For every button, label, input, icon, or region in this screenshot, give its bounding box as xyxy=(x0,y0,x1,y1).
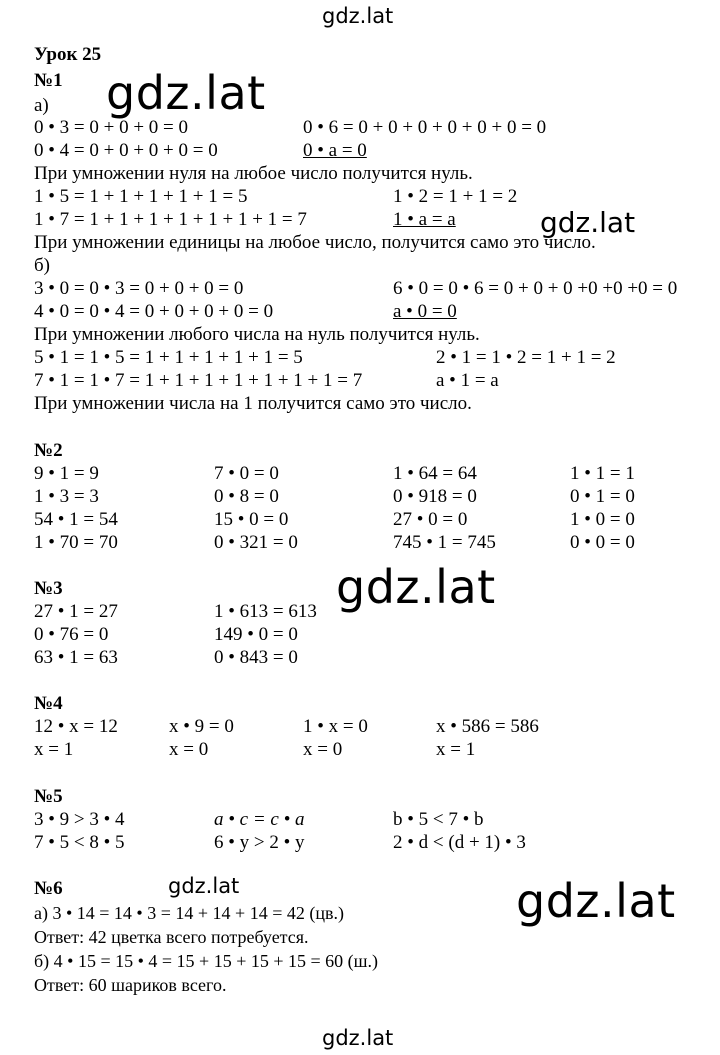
task4-c4-r1: x • 586 = 586 xyxy=(436,716,539,737)
task4-c2-r1: x • 9 = 0 xyxy=(169,716,234,737)
task2-c4-r2: 0 • 1 = 0 xyxy=(570,486,635,507)
task2-c2-r2: 0 • 8 = 0 xyxy=(214,486,279,507)
task5-heading: №5 xyxy=(34,786,63,807)
task1-b-row1-left: 3 • 0 = 0 • 3 = 0 + 0 + 0 = 0 xyxy=(34,278,244,299)
task4-c1-r2: x = 1 xyxy=(34,739,74,760)
task2-c1-r2: 1 • 3 = 3 xyxy=(34,486,99,507)
task4-c1-r1: 12 • x = 12 xyxy=(34,716,118,737)
task4-c2-r2: x = 0 xyxy=(169,739,209,760)
task1-a-row3-left: 1 • 5 = 1 + 1 + 1 + 1 + 1 = 5 xyxy=(34,186,248,207)
task5-r2-c2: 6 • y > 2 • y xyxy=(214,832,305,853)
task3-c1-r1: 27 • 1 = 27 xyxy=(34,601,118,622)
task2-c1-r3: 54 • 1 = 54 xyxy=(34,509,118,530)
task4-c3-r1: 1 • x = 0 xyxy=(303,716,368,737)
task1-b-rule1: При умножении любого числа на нуль получится нуль. xyxy=(34,324,480,345)
task1-b-row4-right: a • 1 = a xyxy=(436,370,499,391)
task5-r1-c3: b • 5 < 7 • b xyxy=(393,809,484,830)
task2-c3-r2: 0 • 918 = 0 xyxy=(393,486,477,507)
task1-a-row4-right: 1 • a = a xyxy=(393,209,456,230)
task1-a-row1-left: 0 • 3 = 0 + 0 + 0 = 0 xyxy=(34,117,189,138)
task2-c4-r4: 0 • 0 = 0 xyxy=(570,532,635,553)
task1-b-rule2: При умножении числа на 1 получится само это число. xyxy=(34,393,472,414)
lesson-title: Урок 25 xyxy=(34,44,102,65)
watermark-top: gdz.lat xyxy=(322,4,394,28)
task2-c3-r3: 27 • 0 = 0 xyxy=(393,509,468,530)
task2-heading: №2 xyxy=(34,440,63,461)
task1-a-row2-left: 0 • 4 = 0 + 0 + 0 + 0 = 0 xyxy=(34,140,218,161)
watermark-5: gdz.lat xyxy=(516,874,676,928)
task1-b-row2-left: 4 • 0 = 0 • 4 = 0 + 0 + 0 + 0 = 0 xyxy=(34,301,274,322)
task5-r2-c1: 7 • 5 < 8 • 5 xyxy=(34,832,125,853)
task1-a-rule2: При умножении единицы на любое число, получится само это число. xyxy=(34,232,596,253)
task1-a-row1-right: 0 • 6 = 0 + 0 + 0 + 0 + 0 + 0 = 0 xyxy=(303,117,547,138)
task3-c1-r3: 63 • 1 = 63 xyxy=(34,647,118,668)
task1-a-row2-right: 0 • a = 0 xyxy=(303,140,367,161)
task1-b-row2-right: a • 0 = 0 xyxy=(393,301,457,322)
task6-line4: Ответ: 60 шариков всего. xyxy=(34,975,227,995)
task6-line1: а) 3 • 14 = 14 • 3 = 14 + 14 + 14 = 42 (цв.) xyxy=(34,903,344,923)
task3-c2-r1: 1 • 613 = 613 xyxy=(214,601,317,622)
task4-c4-r2: x = 1 xyxy=(436,739,476,760)
task5-r2-c3: 2 • d < (d + 1) • 3 xyxy=(393,832,526,853)
task3-c1-r2: 0 • 76 = 0 xyxy=(34,624,109,645)
watermark-bottom: gdz.lat xyxy=(322,1026,394,1050)
task2-c2-r3: 15 • 0 = 0 xyxy=(214,509,289,530)
watermark-4: gdz.lat xyxy=(168,874,240,898)
watermark-2: gdz.lat xyxy=(540,206,636,239)
task1-b-row3-left: 5 • 1 = 1 • 5 = 1 + 1 + 1 + 1 + 1 = 5 xyxy=(34,347,303,368)
task1-a-row3-right: 1 • 2 = 1 + 1 = 2 xyxy=(393,186,518,207)
task2-c1-r4: 1 • 70 = 70 xyxy=(34,532,118,553)
watermark-3: gdz.lat xyxy=(336,560,496,614)
task2-c3-r4: 745 • 1 = 745 xyxy=(393,532,496,553)
task4-c3-r2: x = 0 xyxy=(303,739,343,760)
task1-a-rule1: При умножении нуля на любое число получится нуль. xyxy=(34,163,473,184)
task1-b-row4-left: 7 • 1 = 1 • 7 = 1 + 1 + 1 + 1 + 1 + 1 + 1 = 7 xyxy=(34,370,363,391)
task2-c2-r4: 0 • 321 = 0 xyxy=(214,532,298,553)
task3-c2-r3: 0 • 843 = 0 xyxy=(214,647,298,668)
task2-c4-r3: 1 • 0 = 0 xyxy=(570,509,635,530)
task3-c2-r2: 149 • 0 = 0 xyxy=(214,624,298,645)
task1-b-row3-right: 2 • 1 = 1 • 2 = 1 + 1 = 2 xyxy=(436,347,616,368)
task6-line3: б) 4 • 15 = 15 • 4 = 15 + 15 + 15 + 15 = 60 (ш.) xyxy=(34,951,379,971)
task1-heading: №1 xyxy=(34,70,63,91)
task1-a-row4-left: 1 • 7 = 1 + 1 + 1 + 1 + 1 + 1 + 1 = 7 xyxy=(34,209,307,230)
task2-c3-r1: 1 • 64 = 64 xyxy=(393,463,477,484)
task3-heading: №3 xyxy=(34,578,63,599)
task1-part-b: б) xyxy=(34,255,50,276)
task2-c1-r1: 9 • 1 = 9 xyxy=(34,463,99,484)
task1-part-a: а) xyxy=(34,95,49,116)
task6-line2: Ответ: 42 цветка всего потребуется. xyxy=(34,927,309,947)
task2-c2-r1: 7 • 0 = 0 xyxy=(214,463,279,484)
task5-r1-c2: a • c = c • a xyxy=(214,809,305,830)
task2-c4-r1: 1 • 1 = 1 xyxy=(570,463,635,484)
task4-heading: №4 xyxy=(34,693,63,714)
task5-r1-c1: 3 • 9 > 3 • 4 xyxy=(34,809,125,830)
task6-heading: №6 xyxy=(34,878,63,899)
task1-b-row1-right: 6 • 0 = 0 • 6 = 0 + 0 + 0 +0 +0 +0 = 0 xyxy=(393,278,678,299)
watermark-1: gdz.lat xyxy=(106,66,266,120)
